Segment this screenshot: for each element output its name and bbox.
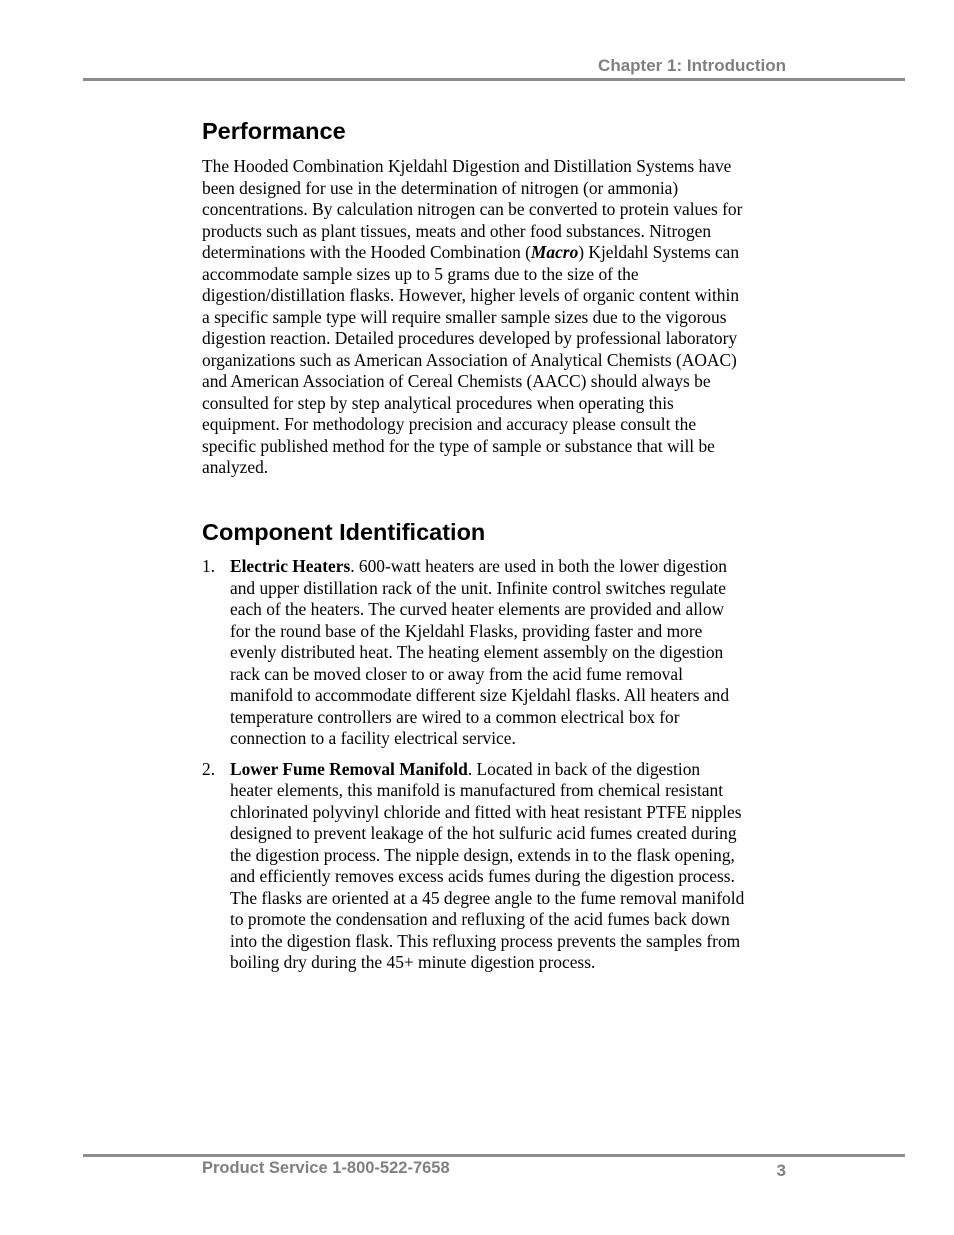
footer-rule [83, 1154, 905, 1157]
paragraph-line: and American Association of Cereal Chemists (AACC) should always be [202, 371, 711, 391]
list-item-line: connection to a facility electrical service. [230, 728, 516, 748]
paragraph-line: consulted for step by step analytical procedures when operating this [202, 392, 674, 413]
list-item-line: for the round base of the Kjeldahl Flasks, providing faster and more [230, 620, 703, 641]
footer-product-service: Product Service 1-800-522-7658 [202, 1159, 450, 1177]
paragraph-line: The Hooded Combination Kjeldahl Digestion and Distillation Systems have [202, 156, 732, 176]
running-header-chapter: Chapter 1: Introduction [598, 56, 786, 75]
list-item-line: The flasks are oriented at a 45 degree angle to the fume removal manifold [230, 887, 745, 908]
list-item-line: boiling dry during the 45+ minute digestion process. [230, 952, 596, 972]
paragraph-line: concentrations. By calculation nitrogen can be converted to protein values for [202, 199, 743, 219]
line-text: . Located in back of the digestion [467, 758, 701, 779]
page-number: 3 [776, 1161, 786, 1180]
component-list [202, 556, 792, 974]
performance-paragraph [202, 156, 792, 479]
paragraph-line: specific published method for the type of sample or substance that will be [202, 435, 715, 456]
paragraph-line: organizations such as American Association of Analytical Chemists (AOAC) [202, 349, 737, 370]
paragraph-line: been designed for use in the determination of nitrogen (or ammonia) [202, 177, 679, 198]
list-item [202, 556, 792, 750]
list-item [202, 759, 792, 974]
macro-emphasis: Macro [530, 242, 579, 262]
list-item-line: and efficiently removes excess acids fumes during the digestion process. [230, 866, 735, 886]
list-item-line: each of the heaters. The curved heater elements are provided and allow [230, 599, 725, 619]
paragraph-line: a specific sample type will require smaller sample sizes due to the vigorous [202, 306, 727, 327]
list-item-line: designed to prevent leakage of the hot sulfuric acid fumes created during [230, 823, 737, 843]
paragraph-line [202, 242, 792, 264]
paragraph-line: analyzed. [202, 457, 269, 477]
list-item-title: Electric Heaters [230, 556, 351, 576]
list-item-line: rack can be moved closer to or away from the acid fume removal [230, 663, 683, 684]
list-item-line: evenly distributed heat. The heating element assembly on the digestion [230, 642, 724, 662]
list-number: 1. [202, 556, 216, 576]
list-number: 2. [202, 758, 216, 779]
list-item-line: manifold to accommodate different size Kjeldahl flasks. All heaters and [230, 685, 730, 705]
list-item-line: temperature controllers are wired to a common electrical box for [230, 706, 680, 727]
line-text: determinations with the Hooded Combination ( [202, 242, 531, 262]
line-text: . 600-watt heaters are used in both the lower digestion [350, 556, 727, 576]
paragraph-line: products such as plant tissues, meats and other food substances. Nitrogen [202, 220, 712, 241]
paragraph-line: digestion reaction. Detailed procedures developed by professional laboratory [202, 328, 738, 348]
performance-heading: Performance [202, 118, 346, 144]
paragraph-line: digestion/distillation flasks. However, higher levels of organic content within [202, 285, 740, 305]
list-item-first-line [230, 759, 792, 781]
list-item-line: to promote the condensation and refluxing of the acid fumes back down [230, 909, 730, 929]
component-identification-heading: Component Identification [202, 519, 486, 545]
paragraph-line: accommodate sample sizes up to 5 grams due to the size of the [202, 263, 639, 284]
list-item-line: chlorinated polyvinyl chloride and fitted with heat resistant PTFE nipples [230, 801, 742, 822]
list-item-line: heater elements, this manifold is manufactured from chemical resistant [230, 780, 724, 800]
list-item-title: Lower Fume Removal Manifold [230, 758, 468, 779]
list-item-line: and upper distillation rack of the unit. Infinite control switches regulate [230, 577, 726, 598]
header-rule [83, 78, 905, 81]
list-item-line: the digestion process. The nipple design, extends in to the flask opening, [230, 844, 735, 865]
list-item-first-line [230, 556, 792, 578]
line-text: ) Kjeldahl Systems can [578, 242, 740, 262]
list-item-line: into the digestion flask. This refluxing process prevents the samples from [230, 930, 741, 951]
paragraph-line: equipment. For methodology precision and accuracy please consult the [202, 414, 697, 434]
